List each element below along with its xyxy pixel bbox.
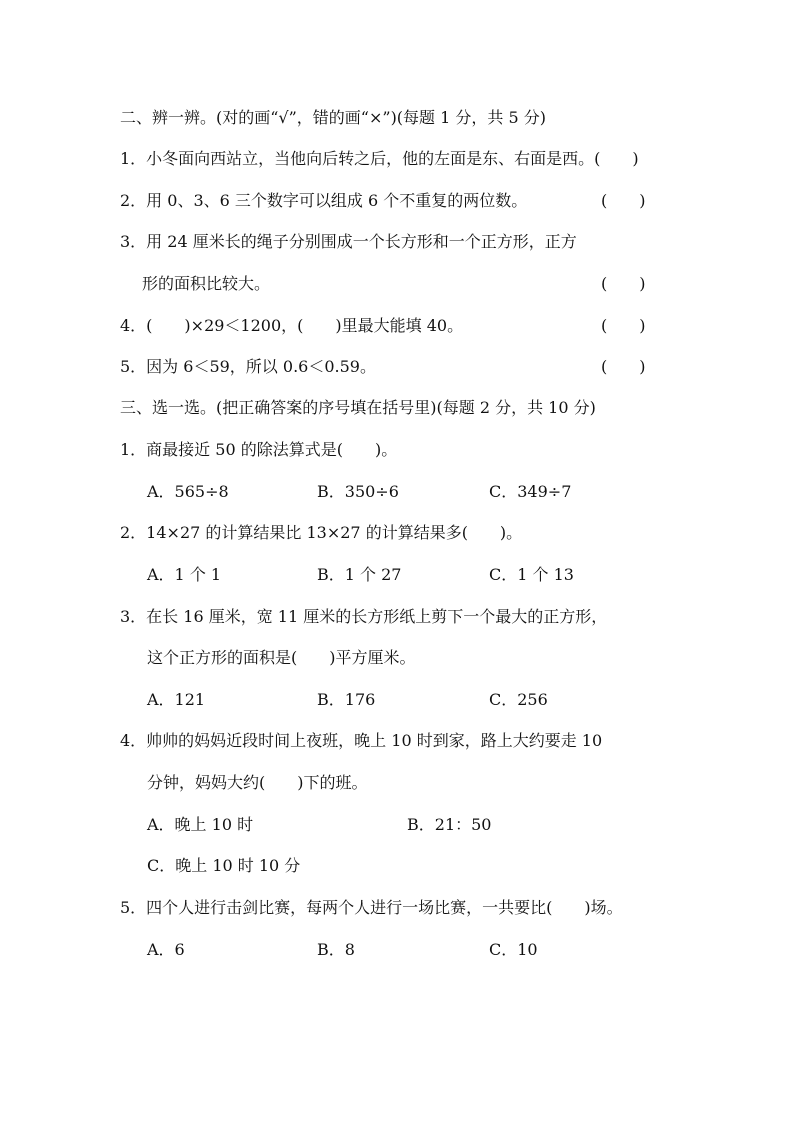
s3-q4-line1: 4．帅帅的妈妈近段时间上夜班，晚上 10 时到家，路上大约要走 10 <box>120 731 603 750</box>
s3-q3-option-c[interactable]: C．256 <box>489 690 548 709</box>
s3-q3-line1: 3．在长 16 厘米，宽 11 厘米的长方形纸上剪下一个最大的正方形， <box>120 607 608 626</box>
s3-q2-option-c[interactable]: C．1 个 13 <box>489 565 574 584</box>
s3-q4-option-b[interactable]: B．21：50 <box>407 815 492 834</box>
s3-q4-option-c[interactable]: C．晚上 10 时 10 分 <box>147 856 301 875</box>
s3-q3-option-a[interactable]: A．121 <box>147 690 206 709</box>
s2-item-3-answer-paren[interactable]: ( ) <box>601 274 646 293</box>
s2-item-4-answer-paren[interactable]: ( ) <box>601 316 646 335</box>
s3-q1-option-c[interactable]: C．349÷7 <box>489 482 572 501</box>
s3-q2: 2．14×27 的计算结果比 13×27 的计算结果多( )。 <box>120 523 523 542</box>
s3-q2-option-b[interactable]: B．1 个 27 <box>317 565 402 584</box>
s3-q1-option-a[interactable]: A．565÷8 <box>147 482 229 501</box>
s2-item-2: 2．用 0、3、6 三个数字可以组成 6 个不重复的两位数。 <box>120 191 528 210</box>
s2-item-2-answer-paren[interactable]: ( ) <box>601 191 646 210</box>
s3-q3-line2: 这个正方形的面积是( )平方厘米。 <box>147 648 416 667</box>
s3-q5-option-a[interactable]: A．6 <box>147 940 185 959</box>
section2-title: 二、辨一辨。(对的画“√”，错的画“×”)(每题 1 分，共 5 分) <box>120 108 546 127</box>
s3-q5-option-c[interactable]: C．10 <box>489 940 538 959</box>
s2-item-5: 5．因为 6＜59，所以 0.6＜0.59。 <box>120 357 376 376</box>
s3-q2-option-a[interactable]: A．1 个 1 <box>147 565 222 584</box>
s3-q5: 5．四个人进行击剑比赛，每两个人进行一场比赛，一共要比( )场。 <box>120 898 623 917</box>
s2-item-3-line2: 形的面积比较大。 <box>142 274 271 293</box>
s2-item-4: 4．( )×29＜1200，( )里最大能填 40。 <box>120 316 464 335</box>
s2-item-3-line1: 3．用 24 厘米长的绳子分别围成一个长方形和一个正方形，正方 <box>120 232 577 251</box>
s3-q3-option-b[interactable]: B．176 <box>317 690 376 709</box>
section3-title: 三、选一选。(把正确答案的序号填在括号里)(每题 2 分，共 10 分) <box>120 398 596 417</box>
s3-q1-option-b[interactable]: B．350÷6 <box>317 482 399 501</box>
s2-item-5-answer-paren[interactable]: ( ) <box>601 357 646 376</box>
s3-q4-line2: 分钟，妈妈大约( )下的班。 <box>147 773 368 792</box>
s3-q4-option-a[interactable]: A．晚上 10 时 <box>147 815 254 834</box>
s3-q1: 1．商最接近 50 的除法算式是( )。 <box>120 440 398 459</box>
s2-item-1: 1．小冬面向西站立，当他向后转之后，他的左面是东、右面是西。( ) <box>120 149 639 168</box>
s3-q5-option-b[interactable]: B．8 <box>317 940 355 959</box>
